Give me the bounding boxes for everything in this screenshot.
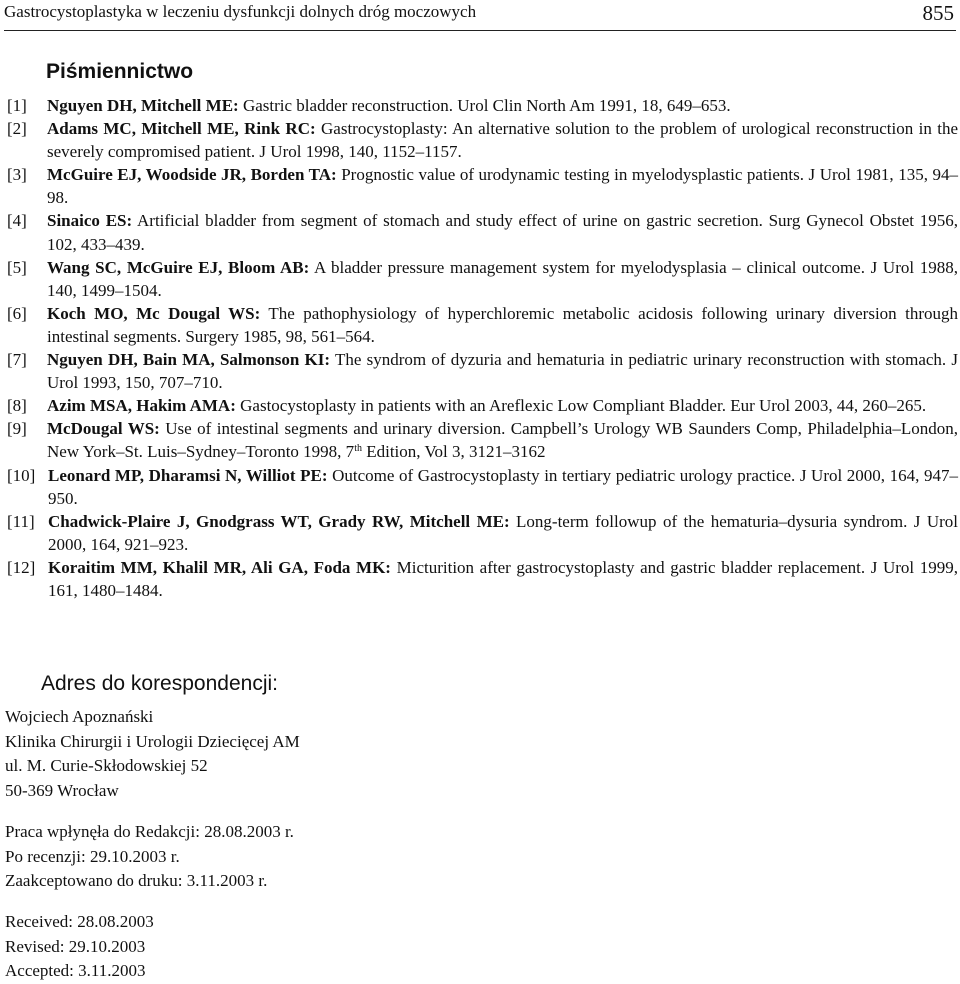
reference-text: Long-term followup of the hematuria–dysuria syndrom. J Urol 2000, 164, 921–923. bbox=[48, 511, 958, 554]
reference-authors: McDougal WS: bbox=[47, 419, 160, 439]
reference-text: Gastrocystoplasty: An alternative solution to the problem of urological reconstruction in the severely compromised patient. J Urol 1998, 140, 1152–1157. bbox=[47, 119, 958, 162]
reference-number: [2] bbox=[7, 119, 27, 139]
reference-number: [7] bbox=[7, 350, 27, 370]
reference-authors: Azim MSA, Hakim AMA: bbox=[47, 396, 236, 416]
reference-text-continued: Edition, Vol 3, 3121–3162 bbox=[361, 442, 546, 462]
editorial-dates-english bbox=[5, 910, 154, 984]
reference-authors: Sinaico ES: bbox=[47, 211, 133, 231]
revised-date: Revised: 29.10.2003 bbox=[5, 936, 146, 956]
reference-authors: Koraitim MM, Khalil MR, Ali GA, Foda MK: bbox=[48, 557, 391, 577]
reference-item bbox=[7, 94, 958, 117]
reference-item bbox=[7, 348, 958, 394]
reference-number: [10] bbox=[7, 465, 36, 485]
institution-name: Klinika Chirurgii i Urologii Dziecięcej AM bbox=[5, 731, 300, 751]
reference-text: The syndrom of dyzuria and hematuria in pediatric urinary reconstruction with stomach. J Urol 1993, 150, 707–710. bbox=[47, 350, 958, 393]
reference-number: [11] bbox=[7, 511, 35, 531]
reference-item bbox=[7, 302, 958, 348]
reference-text: The pathophysiology of hyperchloremic metabolic acidosis following urinary diversion through intestinal segments. Surgery 1985, 98, 561–564. bbox=[47, 303, 958, 346]
reference-number: [8] bbox=[7, 396, 27, 416]
reference-item bbox=[7, 117, 958, 163]
reference-item bbox=[7, 417, 958, 463]
reference-item bbox=[7, 556, 958, 602]
reference-text: Prognostic value of urodynamic testing in myelodysplastic patients. J Urol 1981, 135, 94–98. bbox=[47, 165, 958, 208]
running-title: Gastrocystoplastyka w leczeniu dysfunkcji dolnych dróg moczowych bbox=[4, 2, 477, 21]
reference-authors: Nguyen DH, Bain MA, Salmonson KI: bbox=[47, 350, 331, 370]
received-date: Received: 28.08.2003 bbox=[5, 912, 154, 931]
reference-authors: Leonard MP, Dharamsi N, Williot PE: bbox=[48, 465, 328, 485]
accepted-date: Accepted: 3.11.2003 bbox=[5, 961, 146, 980]
reference-authors: Koch MO, Mc Dougal WS: bbox=[47, 303, 261, 323]
reference-number: [12] bbox=[7, 557, 36, 577]
references-heading: Piśmiennictwo bbox=[46, 60, 194, 83]
reference-number: [3] bbox=[7, 165, 27, 185]
reference-authors: Adams MC, Mitchell ME, Rink RC: bbox=[47, 119, 316, 139]
reference-number: [1] bbox=[7, 96, 27, 115]
revised-date-pl: Po recenzji: 29.10.2003 r. bbox=[5, 846, 180, 866]
street-address: ul. M. Curie-Skłodowskiej 52 bbox=[5, 756, 208, 775]
reference-text: Artificial bladder from segment of stomach and study effect of urine on gastric secretion. Surg Gynecol Obstet 1956, 102, 433–439. bbox=[47, 211, 958, 254]
reference-authors: Wang SC, McGuire EJ, Bloom AB: bbox=[47, 257, 310, 277]
correspondence-address bbox=[5, 705, 300, 803]
reference-item bbox=[7, 394, 958, 417]
correspondence-heading: Adres do korespondencji: bbox=[41, 672, 278, 695]
reference-item bbox=[7, 510, 958, 556]
reference-number: [5] bbox=[7, 257, 27, 277]
reference-item bbox=[7, 464, 958, 510]
reference-authors: Chadwick-Plaire J, Gnodgrass WT, Grady RW, Mitchell ME: bbox=[48, 511, 510, 531]
reference-text: Micturition after gastrocystoplasty and gastric bladder replacement. J Urol 1999, 161, 1480–1484. bbox=[48, 557, 959, 600]
reference-item bbox=[7, 209, 958, 255]
reference-text: Use of intestinal segments and urinary diversion. Campbell’s Urology WB Saunders Comp, Philadelphia–London, New York–St. Luis–Sydney–Toronto 1998, 7 bbox=[47, 419, 958, 462]
reference-authors: Nguyen DH, Mitchell ME: bbox=[47, 96, 239, 115]
reference-list bbox=[7, 94, 958, 602]
reference-text: A bladder pressure management system for myelodysplasia – clinical outcome. J Urol 1988, 140, 1499–1504. bbox=[47, 257, 958, 300]
received-date-pl: Praca wpłynęła do Redakcji: 28.08.2003 r. bbox=[5, 822, 294, 841]
reference-number: [9] bbox=[7, 419, 27, 439]
page-number: 855 bbox=[922, 1, 954, 25]
editorial-dates-polish bbox=[5, 820, 294, 894]
reference-text: Gastric bladder reconstruction. Urol Clin North Am 1991, 18, 649–653. bbox=[238, 96, 731, 115]
running-header bbox=[4, 0, 956, 31]
reference-number: [4] bbox=[7, 211, 27, 231]
reference-authors: McGuire EJ, Woodside JR, Borden TA: bbox=[47, 165, 337, 185]
reference-text: Gastocystoplasty in patients with an Areflexic Low Compliant Bladder. Eur Urol 2003, 44, 260–265. bbox=[235, 396, 927, 416]
reference-item bbox=[7, 256, 958, 302]
reference-number: [6] bbox=[7, 303, 27, 323]
reference-item bbox=[7, 163, 958, 209]
reference-text: Outcome of Gastrocystoplasty in tertiary pediatric urology practice. J Urol 2000, 164, 947–950. bbox=[48, 465, 958, 508]
postal-city: 50-369 Wrocław bbox=[5, 780, 119, 800]
accepted-date-pl: Zaakceptowano do druku: 3.11.2003 r. bbox=[5, 871, 268, 890]
author-name: Wojciech Apoznański bbox=[5, 707, 154, 726]
edition-superscript: th bbox=[354, 443, 362, 455]
